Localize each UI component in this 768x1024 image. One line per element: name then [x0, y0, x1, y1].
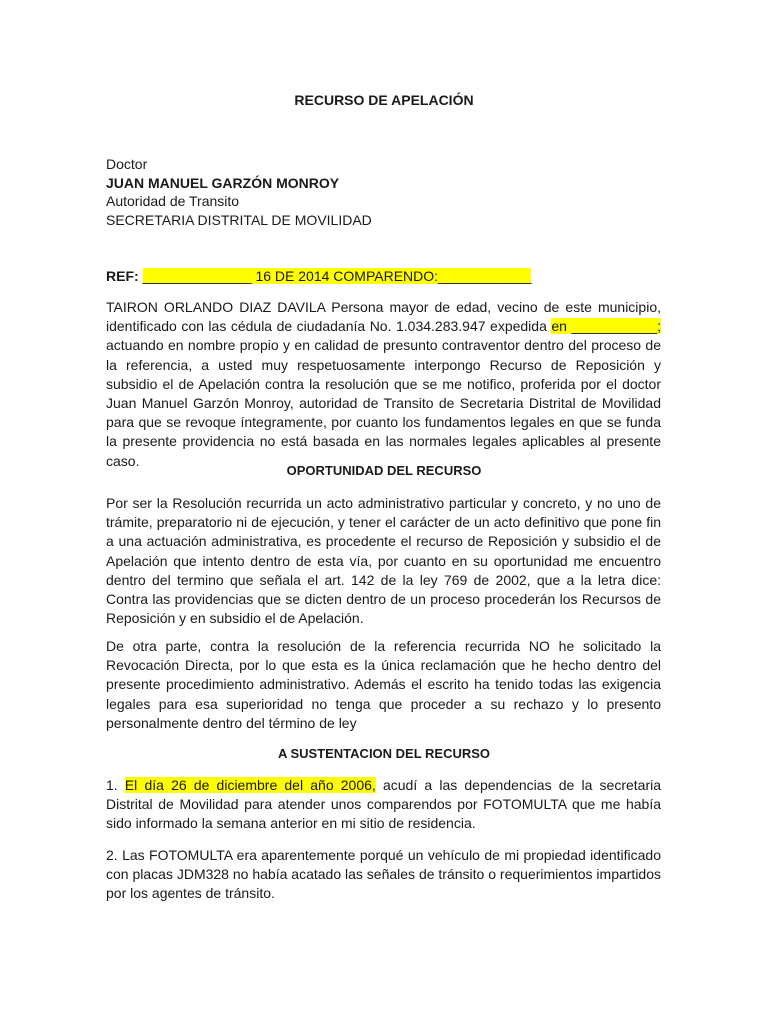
- reference-highlight: ______________ 16 DE 2014 COMPARENDO:____________: [142, 268, 532, 284]
- intro-highlight: en ___________;: [551, 318, 661, 335]
- item1-highlight: El día 26 de diciembre del año 2006,: [124, 777, 376, 793]
- addressee-office: SECRETARIA DISTRITAL DE MOVILIDAD: [106, 211, 372, 228]
- intro-text-end: actuando en nombre propio y en calidad de presunto contraventor dentro del proceso de la referencia, a usted muy respetuosamente interpongo Recurso de Reposición y subsidio el de Apelación contra la resolución que se me notifico, proferida por el doctor Juan Manuel Garzón Monroy, autoridad de Transito de Secretaria Distrital de Movilidad para que se revoque íntegramente, por cuanto los fundamentos legales en que se funda la presente providencia no está basada en las normales legales aplicables al presente caso.: [106, 337, 661, 469]
- section-heading-oportunidad: OPORTUNIDAD DEL RECURSO: [286, 463, 482, 478]
- oportunidad-paragraph-1: Por ser la Resolución recurrida un acto administrativo particular y concreto, y no uno de trámite, preparatorio ni de ejecución, y tener el carácter de un acto definitivo que pone fin a una actuación administrativa, es procedente el recurso de Reposición y subsidio el de Apelación que intento dentro de esta vía, por cuanto en su oportunidad me encuentro dentro del termino que señala el art. 142 de la ley 769 de 2002, que a la letra dice: Contra las providencias que se dicten dentro de un proceso procederán los Recursos de Reposición y en subsidio el de Apelación.: [106, 495, 661, 627]
- intro-paragraph: [106, 298, 661, 471]
- sustentacion-item-2: 2. Las FOTOMULTA era aparentemente porqué un vehículo de mi propiedad identificado con placas JDM328 no había acatado las señales de tránsito o requerimientos impartidos por los agentes de tránsito.: [106, 847, 661, 902]
- item1-text: acudí a las dependencias de la secretaria Distrital de Movilidad para atender unos comparendos por FOTOMULTA que me había sido informado la semana anterior en mi sitio de residencia.: [106, 777, 662, 832]
- addressee-block: [106, 155, 372, 229]
- document-title: RECURSO DE APELACIÓN: [294, 92, 474, 108]
- section-heading-sustentacion: A SUSTENTACION DEL RECURSO: [277, 746, 491, 761]
- reference-line: [106, 268, 531, 284]
- oportunidad-paragraph-2: De otra parte, contra la resolución de la referencia recurrida NO he solicitado la Revocación Directa, por lo que esta es la única reclamación que he hecho dentro del presente procedimiento administrativo. Además el escrito ha tenido todas las exigencia legales para esa superioridad no tenga que proceder a su rechazo y lo presento personalmente dentro del término de ley: [106, 638, 661, 731]
- addressee-position: Autoridad de Transito: [106, 193, 240, 210]
- addressee-salutation: Doctor: [106, 156, 148, 172]
- item1-number: 1.: [106, 777, 125, 793]
- reference-label: REF:: [106, 268, 139, 284]
- sustentacion-item-1: [106, 776, 661, 834]
- addressee-name: JUAN MANUEL GARZÓN MONROY: [106, 174, 340, 191]
- intro-text-start: TAIRON ORLANDO DIAZ DAVILA Persona mayor de edad, vecino de este municipio, identificado con las cédula de ciudadanía No. 1.034.283.947 expedida: [106, 299, 661, 335]
